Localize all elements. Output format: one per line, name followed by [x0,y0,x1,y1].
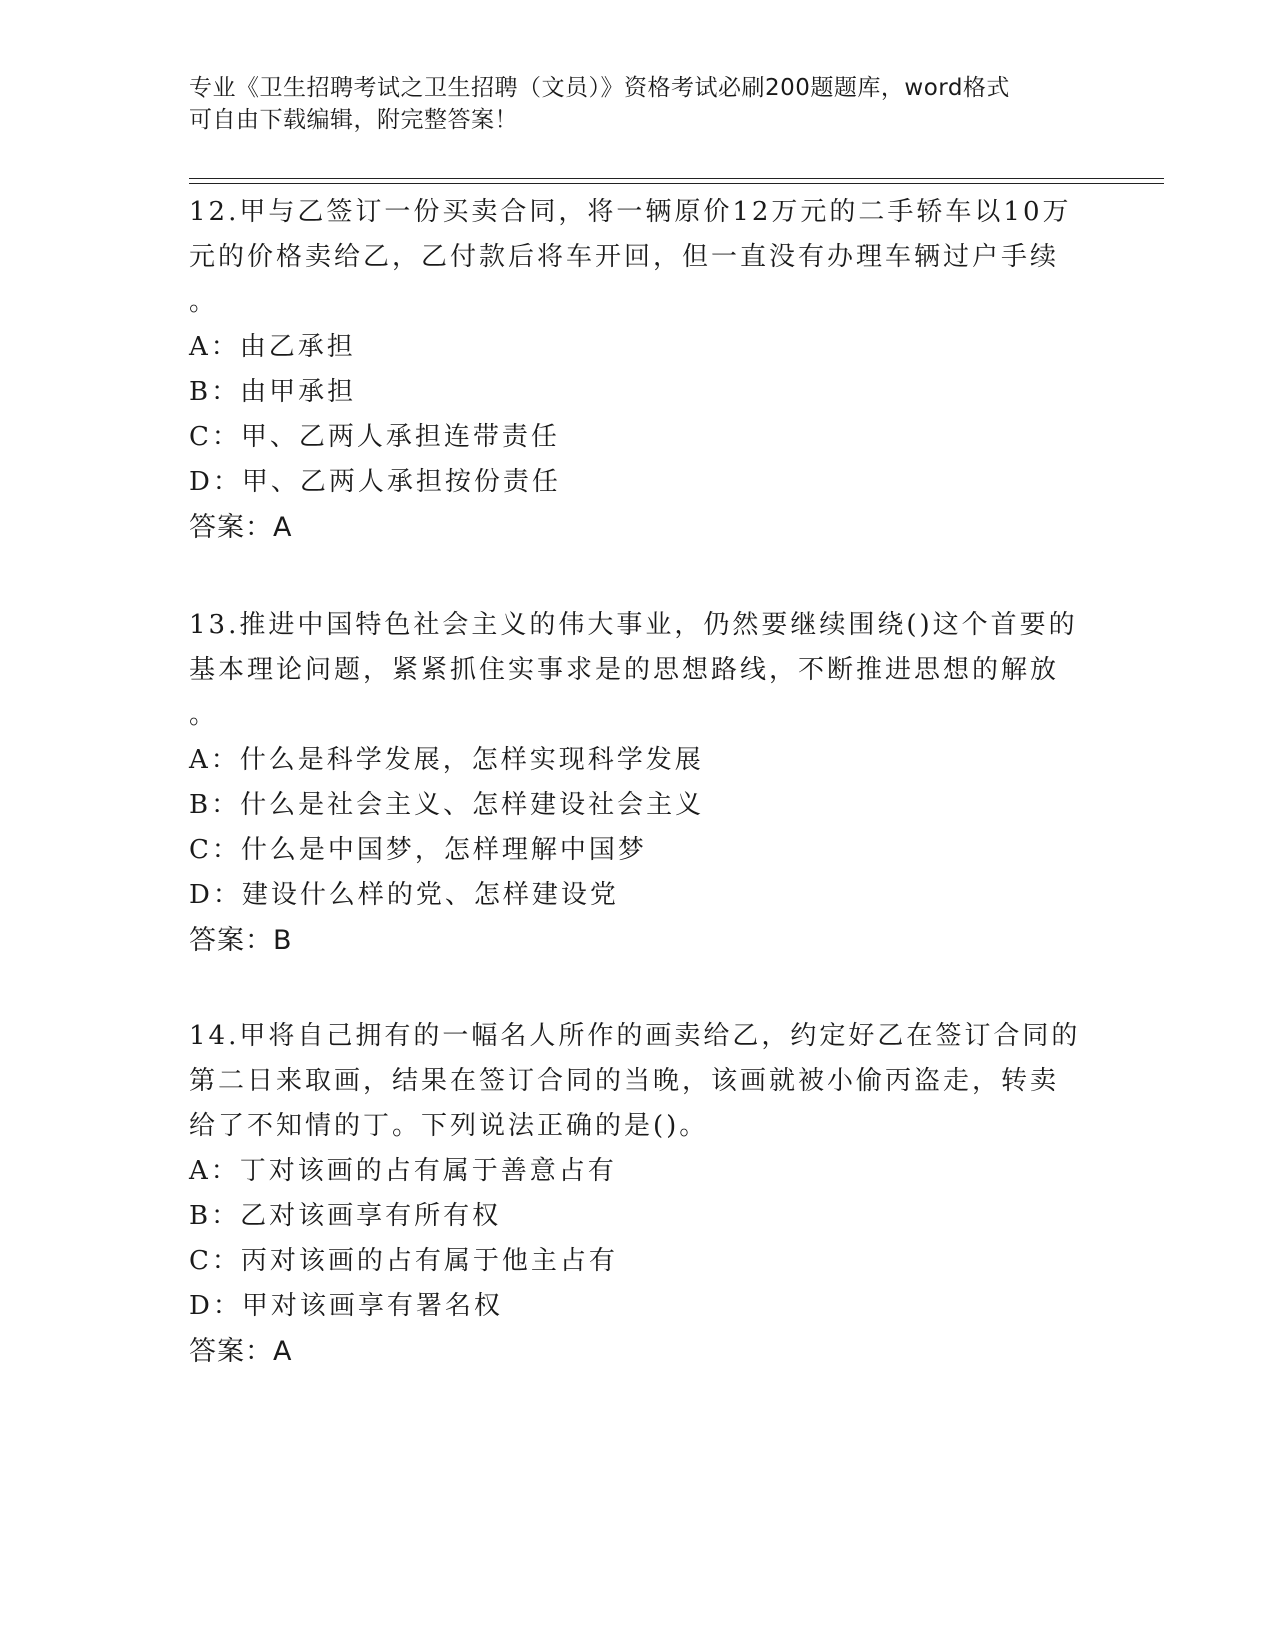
question-line: 14.甲将自己拥有的一幅名人所作的画卖给乙，约定好乙在签订合同的 [189,1021,1081,1051]
header-divider-bottom [189,183,1164,184]
option-b: B：什么是社会主义、怎样建设社会主义 [189,790,705,820]
option-c: C：丙对该画的占有属于他主占有 [189,1246,618,1276]
question-line: 13.推进中国特色社会主义的伟大事业，仍然要继续围绕()这个首要的 [189,610,1078,640]
question-text [189,190,1089,325]
question-line: 元的价格卖给乙，乙付款后将车开回，但一直没有办理车辆过户手续 [189,242,1060,272]
document-header [189,72,1069,136]
answer-label: 答案：B [189,925,293,956]
question-line: 。 [189,287,219,317]
question-line: 第二日来取画，结果在签订合同的当晚，该画就被小偷丙盗走，转卖 [189,1066,1060,1096]
question-line: 给了不知情的丁。下列说法正确的是()。 [189,1111,709,1141]
option-c: C：什么是中国梦，怎样理解中国梦 [189,835,647,865]
option-list [189,738,1089,918]
option-a: A：由乙承担 [189,332,356,362]
header-line-2: 可自由下载编辑，附完整答案！ [189,107,518,133]
option-a: A：什么是科学发展，怎样实现科学发展 [189,745,704,775]
question-text [189,1014,1089,1149]
option-b: B：乙对该画享有所有权 [189,1201,502,1231]
question-line: 。 [189,700,219,730]
question-line: 12.甲与乙签订一份买卖合同，将一辆原价12万元的二手轿车以10万 [189,197,1072,227]
option-list [189,1149,1089,1329]
option-b: B：由甲承担 [189,377,357,407]
answer-label: 答案：A [189,512,293,543]
question-13 [189,603,1089,964]
option-d: D：甲、乙两人承担按份责任 [189,467,561,497]
option-d: D：甲对该画享有署名权 [189,1291,503,1321]
header-line-1: 专业《卫生招聘考试之卫生招聘（文员）》资格考试必刷200题题库，word格式 [189,75,1010,101]
option-list [189,325,1089,505]
question-12 [189,190,1089,551]
question-line: 基本理论问题，紧紧抓住实事求是的思想路线，不断推进思想的解放 [189,655,1060,685]
option-d: D：建设什么样的党、怎样建设党 [189,880,619,910]
question-text [189,603,1089,738]
option-c: C：甲、乙两人承担连带责任 [189,422,560,452]
answer-label: 答案：A [189,1336,293,1367]
question-14 [189,1014,1089,1375]
option-a: A：丁对该画的占有属于善意占有 [189,1156,617,1186]
header-divider-top [189,178,1164,179]
